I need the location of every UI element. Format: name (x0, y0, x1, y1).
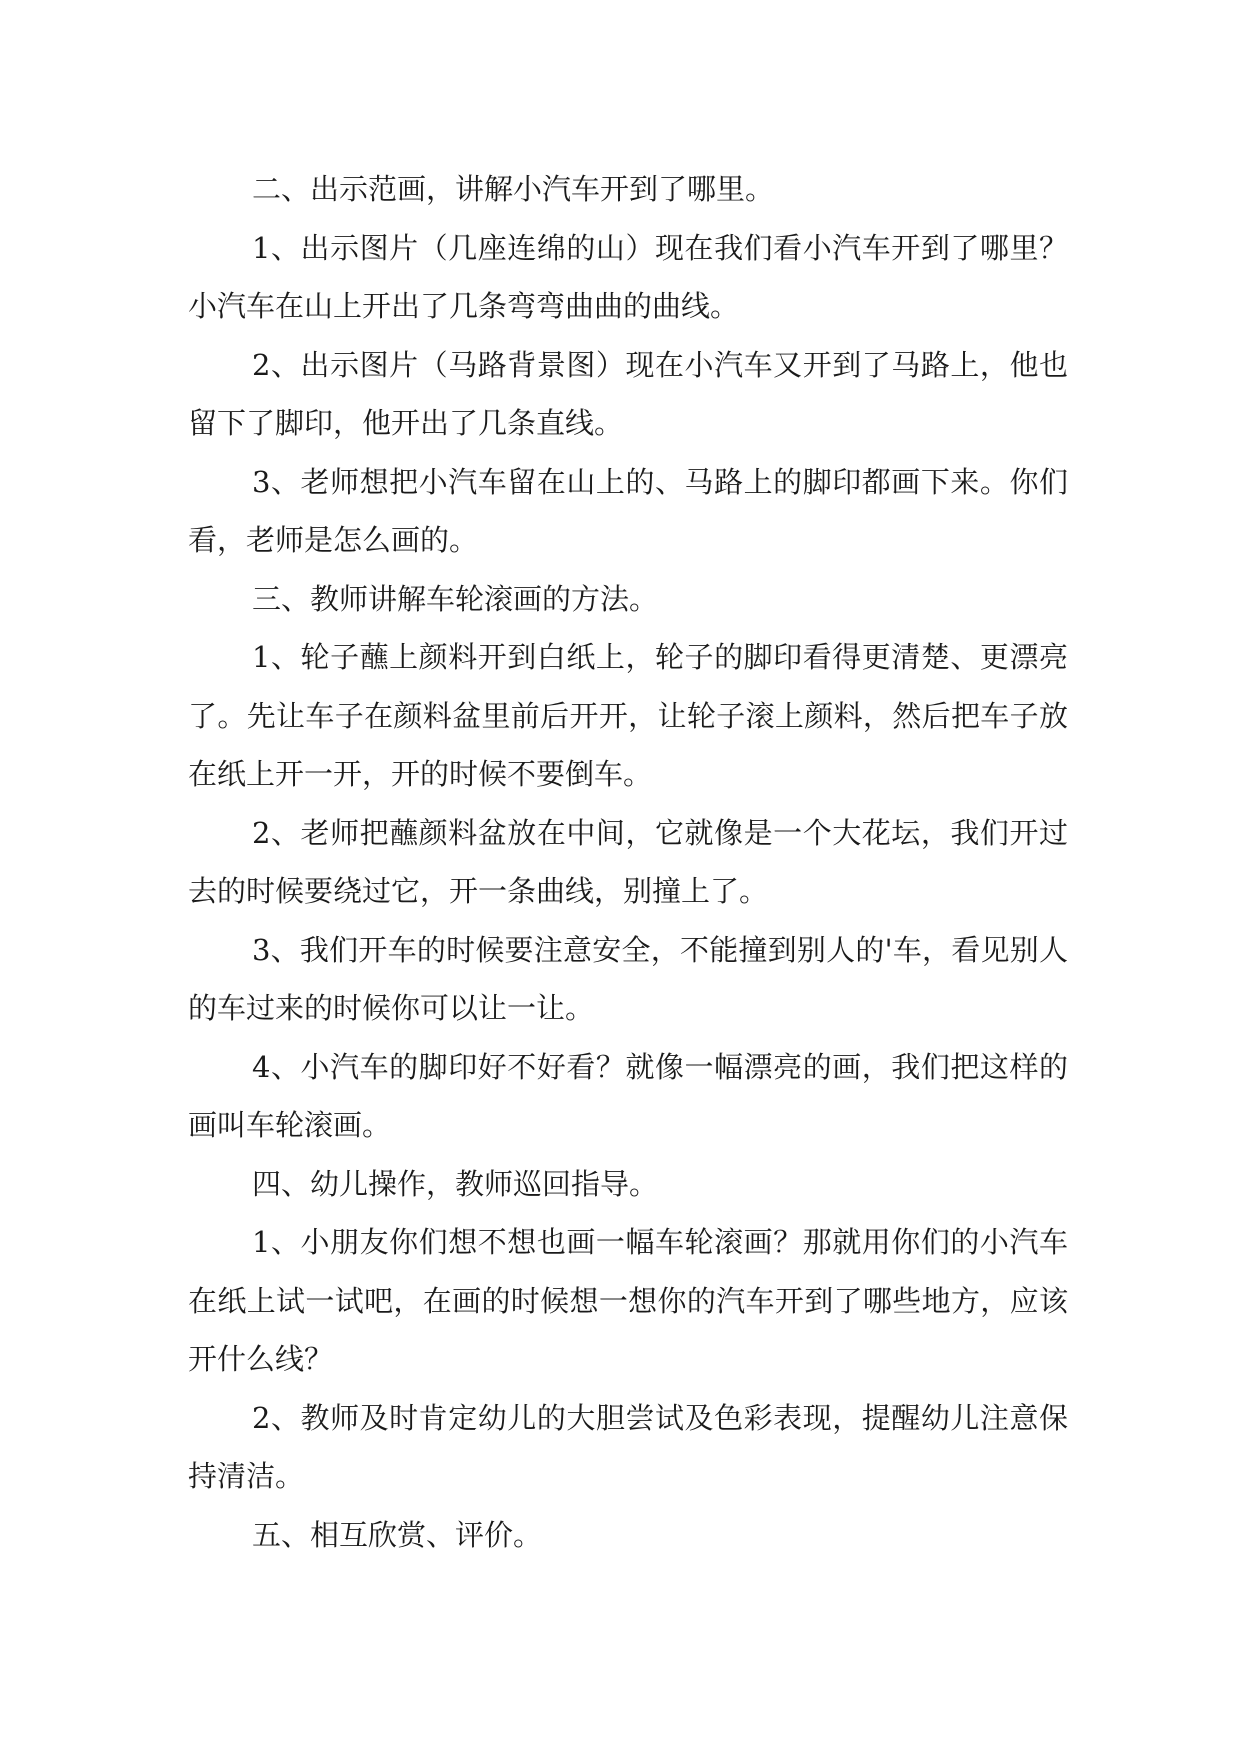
paragraph-11: 1、小朋友你们想不想也画一幅车轮滚画？那就用你们的小汽车在纸上试一试吧，在画的时候想一想你的汽车开到了哪些地方，应该开什么线？ (188, 1225, 1068, 1376)
paragraph-10: 四、幼儿操作，教师巡回指导。 (252, 1166, 659, 1201)
paragraph-8: 3、我们开车的时候要注意安全，不能撞到别人的'车，看见别人的车过来的时候你可以让一让。 (188, 932, 1068, 1025)
paragraph-13: 五、相互欣赏、评价。 (252, 1517, 543, 1552)
paragraph-5: 三、教师讲解车轮滚画的方法。 (252, 581, 659, 616)
paragraph-2: 1、出示图片（几座连绵的山）现在我们看小汽车开到了哪里？小汽车在山上开出了几条弯弯曲曲的曲线。 (188, 230, 1068, 323)
paragraph-12: 2、教师及时肯定幼儿的大胆尝试及色彩表现，提醒幼儿注意保持清洁。 (188, 1400, 1068, 1493)
paragraph-3: 2、出示图片（马路背景图）现在小汽车又开到了马路上，他也留下了脚印，他开出了几条直线。 (188, 347, 1068, 440)
paragraph-4: 3、老师想把小汽车留在山上的、马路上的脚印都画下来。你们看，老师是怎么画的。 (188, 464, 1068, 557)
paragraph-7: 2、老师把蘸颜料盆放在中间，它就像是一个大花坛，我们开过去的时候要绕过它，开一条曲线，别撞上了。 (188, 815, 1068, 908)
document-body (188, 160, 1068, 1564)
paragraph-9: 4、小汽车的脚印好不好看？就像一幅漂亮的画，我们把这样的画叫车轮滚画。 (188, 1049, 1068, 1142)
paragraph-6: 1、轮子蘸上颜料开到白纸上，轮子的脚印看得更清楚、更漂亮了。先让车子在颜料盆里前后开开，让轮子滚上颜料，然后把车子放在纸上开一开，开的时候不要倒车。 (188, 640, 1068, 791)
paragraph-1: 二、出示范画，讲解小汽车开到了哪里。 (252, 172, 775, 206)
